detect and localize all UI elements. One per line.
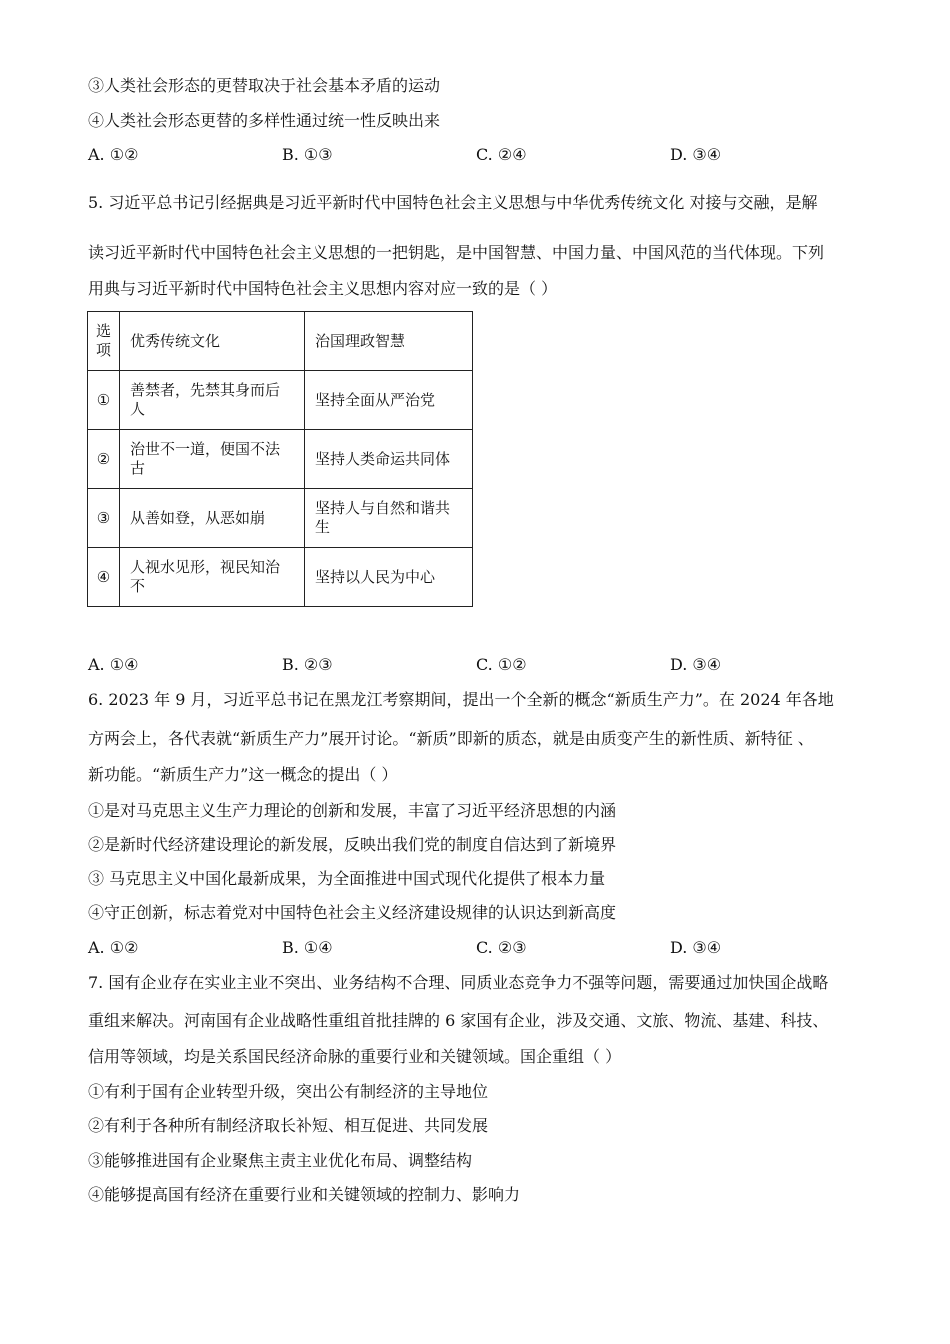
q4-options [88,145,788,165]
q6-option-b: B. ①④ [282,938,333,957]
q6-statement-3: ③ 马克思主义中国化最新成果，为全面推进中国式现代化提供了根本力量 [88,869,606,888]
q5-stem-line-2: 读习近平新时代中国特色社会主义思想的一把钥匙，是中国智慧、中国力量、中国风范的当代体现。下列 [88,243,825,262]
q5-options [88,655,788,675]
row-culture: 人视水见形，视民知治不 [120,548,305,607]
q5-option-c: C. ①② [476,655,527,674]
q7-statement-2: ②有利于各种所有制经济取长补短、相互促进、共同发展 [88,1116,489,1135]
q5-table [87,311,473,607]
q6-statement-2: ②是新时代经济建设理论的新发展，反映出我们党的制度自信达到了新境界 [88,835,617,854]
row-governance: 坚持人与自然和谐共生 [305,489,473,548]
q4-option-a: A. ①② [88,145,139,164]
row-governance: 坚持人类命运共同体 [305,430,473,489]
q6-stem-line-3: 新功能。“新质生产力”这一概念的提出（ ） [88,765,398,784]
table-row [88,489,473,548]
q4-option-d: D. ③④ [670,145,722,164]
q7-stem-line-1: 7. 国有企业存在实业主业不突出、业务结构不合理、同质业态竞争力不强等问题，需要通过加快国企战略 [88,973,829,992]
row-option: ③ [88,489,120,548]
q6-option-d: D. ③④ [670,938,722,957]
row-governance: 坚持以人民为中心 [305,548,473,607]
q5-option-a: A. ①④ [88,655,139,674]
q6-stem-line-2: 方两会上，各代表就“新质生产力”展开讨论。“新质”即新的质态，就是由质变产生的新性质、新特征 、 [88,729,814,748]
q4-option-b: B. ①③ [282,145,333,164]
row-culture: 善禁者，先禁其身而后人 [120,371,305,430]
q6-option-c: C. ②③ [476,938,527,957]
row-option: ② [88,430,120,489]
q4-statement-3: ③人类社会形态的更替取决于社会基本矛盾的运动 [88,76,441,95]
q6-statement-4: ④守正创新，标志着党对中国特色社会主义经济建设规律的认识达到新高度 [88,903,617,922]
q6-statement-1: ①是对马克思主义生产力理论的创新和发展，丰富了习近平经济思想的内涵 [88,801,617,820]
table-row [88,430,473,489]
q7-statement-4: ④能够提高国有经济在重要行业和关键领域的控制力、影响力 [88,1185,521,1204]
q6-option-a: A. ①② [88,938,139,957]
q5-option-b: B. ②③ [282,655,333,674]
table-row [88,548,473,607]
table-row [88,371,473,430]
q7-stem-line-3: 信用等领域，均是关系国民经济命脉的重要行业和关键领域。国企重组（ ） [88,1047,622,1066]
row-culture: 从善如登，从恶如崩 [120,489,305,548]
q4-statement-4: ④人类社会形态更替的多样性通过统一性反映出来 [88,111,441,130]
row-culture: 治世不一道，便国不法古 [120,430,305,489]
q7-statement-3: ③能够推进国有企业聚焦主责主业优化布局、调整结构 [88,1151,473,1170]
header-option: 选项 [88,312,120,371]
header-culture: 优秀传统文化 [120,312,305,371]
q7-statement-1: ①有利于国有企业转型升级，突出公有制经济的主导地位 [88,1082,489,1101]
row-option: ④ [88,548,120,607]
q5-stem-line-3: 用典与习近平新时代中国特色社会主义思想内容对应一致的是（ ） [88,279,558,298]
header-governance: 治国理政智慧 [305,312,473,371]
q5-option-d: D. ③④ [670,655,722,674]
q6-stem-line-1: 6. 2023 年 9 月，习近平总书记在黑龙江考察期间，提出一个全新的概念“新质生产力”。在 2024 年各地 [88,690,834,709]
q7-stem-line-2: 重组来解决。河南国有企业战略性重组首批挂牌的 6 家国有企业，涉及交通、文旅、物流、基建、科技、 [88,1011,829,1030]
table-header-row [88,312,473,371]
q4-option-c: C. ②④ [476,145,527,164]
row-governance: 坚持全面从严治党 [305,371,473,430]
q5-stem-line-1: 5. 习近平总书记引经据典是习近平新时代中国特色社会主义思想与中华优秀传统文化 对接与交融，是解 [88,193,818,212]
q6-options [88,938,788,958]
row-option: ① [88,371,120,430]
